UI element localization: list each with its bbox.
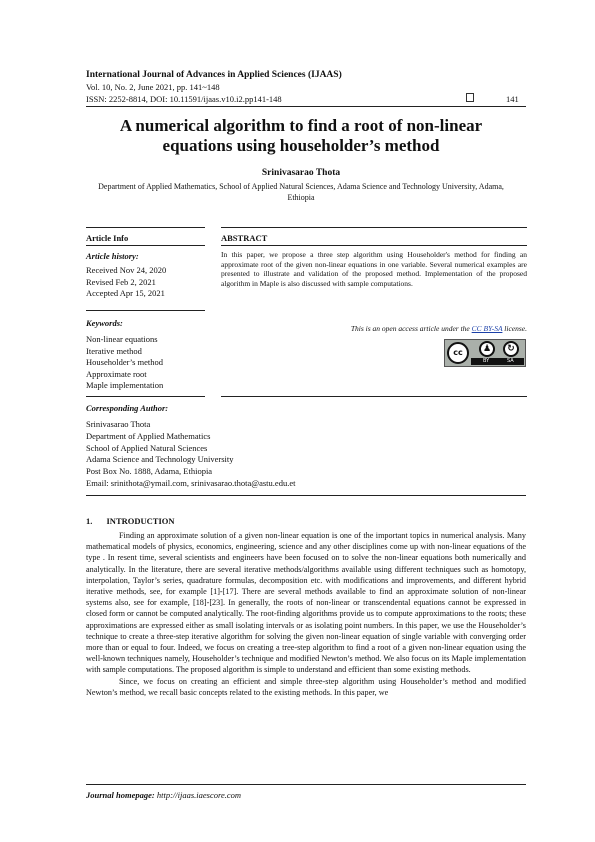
corresponding-details [86,419,295,490]
by-label: BY [483,358,490,364]
introduction-body [86,530,526,698]
abstract-top-rule [221,227,527,228]
issn-doi: ISSN: 2252-8814, DOI: 10.11591/ijaas.v10.i2.pp141-148 [86,94,282,104]
article-info-heading-rule [86,245,205,246]
author-affiliation: Department of Applied Mathematics, School of Applied Natural Sciences, Adama Science and Technology University, Adama, Ethiopia [98,182,504,202]
corresponding-address: Post Box No. 1888, Adama, Ethiopia [86,466,213,477]
license-prefix: This is an open access article under the [350,324,472,333]
introduction-paragraph-2: Since, we focus on creating an efficient and simple three-step algorithm using Householder’s method and modified Newton’s method, we recall basic concepts related to the existing methods. In this paper, we [86,676,526,697]
abstract-bottom-rule [221,396,527,397]
history-received: Received Nov 24, 2020 [86,265,167,275]
header-divider [86,106,526,107]
abstract-heading: ABSTRACT [221,233,268,243]
badge-label-bar [471,358,524,365]
share-alike-icon: ↻ [503,341,519,357]
corresponding-name: Srinivasarao Thota [86,419,151,429]
article-info-heading: Article Info [86,233,129,243]
keyword-item: Approximate root [86,368,147,379]
history-accepted: Accepted Apr 15, 2021 [86,288,165,299]
front-matter-rule [86,495,526,496]
section-number: 1. [86,516,93,526]
license-statement [221,324,527,333]
corresponding-heading: Corresponding Author: [86,403,169,413]
corresponding-dept: Department of Applied Mathematics [86,430,211,441]
keywords-list [86,334,163,392]
keyword-item: Non-linear equations [86,334,158,344]
introduction-paragraph-1: Finding an approximate solution of a given non-linear equation is one of the important topics in numerical analysis. Many mathematical models of physics, economics, engineering, science and any other disciplines come up with non-linear equations of the type . In resent time, several scientists and engineers have been focused on to solve the non-linear equations both numerically and analytically. In the literature, there are several iterative methods/algorithms available using different techniques such as homotopy, interpolation, Taylor’s series, quadrature formulas, decomposition etc. with modifications and improvements, and different hybrid iterative methods, see, for example [1]-[17]. There are several methods available to find an approximate solution of non-linear systems also, see for example, [18]-[23]. In generally, the roots of non-linear or transcendental equations cannot be expressed in closed form or cannot be computed analytically. The root-finding algorithms provide us to compute approximations to the roots; these approximations are expressed either as small isolating intervals or as isolating point numbers. In this paper, we use the Householder’s technique to create a three-step iterative algorithm for solving the given non-linear equation of single variable with converging order more than or equal to four. Indeed, we focus on creating a tree-step algorithm to find a root of a given non-linear equation using the well-known techniques namely, Householder’s technique and modified Newton’s method. We also focus on its Maple implementation with sample computations. The proposed algorithm is simple to understand and efficient than some existing methods. [86,531,526,675]
person-icon: ♟ [479,341,495,357]
corresponding-university: Adama Science and Technology University [86,454,234,465]
page-number: 141 [506,94,519,104]
journal-name: International Journal of Advances in Applied Sciences (IJAAS) [86,70,342,80]
article-history-list [86,265,166,300]
history-rule [86,310,205,311]
homepage-label: Journal homepage [86,790,152,800]
keyword-item: Iterative method [86,345,142,356]
section-title: INTRODUCTION [106,516,175,526]
keyword-item: Maple implementation [86,380,164,391]
cc-by-sa-badge[interactable] [444,339,526,367]
corresponding-school: School of Applied Natural Sciences [86,442,208,453]
volume-info: Vol. 10, No. 2, June 2021, pp. 141~148 [86,82,220,92]
license-suffix: license. [502,324,527,333]
article-info-top-rule [86,227,205,228]
keywords-rule [86,396,205,397]
journal-homepage: Journal homepage: http://ijaas.iaescore.com [86,790,242,800]
homepage-url[interactable]: http://ijaas.iaescore.com [156,790,242,800]
corresponding-email[interactable]: Email: srinithota@ymail.com, srinivasarao.thota@astu.edu.et [86,477,296,488]
author-name: Srinivasarao Thota [261,168,341,178]
article-history-heading: Article history: [86,251,139,261]
abstract-heading-rule [221,245,527,246]
square-icon [466,93,474,102]
keyword-item: Householder’s method [86,357,164,368]
abstract-text: In this paper, we propose a three step algorithm using Householder's method for finding an approximate root of the given non-linear equations in one variable. Several numerical examples are presented to illustrate and validation of the proposed method. Implementation of the proposed algorithm in Maple is also discussed with sample computations. [221,250,527,288]
footer-rule [86,784,526,785]
history-revised: Revised Feb 2, 2021 [86,276,156,287]
sa-label: SA [507,358,514,364]
section-heading [86,516,175,526]
keywords-heading: Keywords: [86,318,123,328]
cc-icon: cc [447,342,469,364]
paper-title: A numerical algorithm to find a root of non-linear equations using householder’s method [119,116,483,155]
license-link[interactable]: CC BY-SA [471,324,503,333]
